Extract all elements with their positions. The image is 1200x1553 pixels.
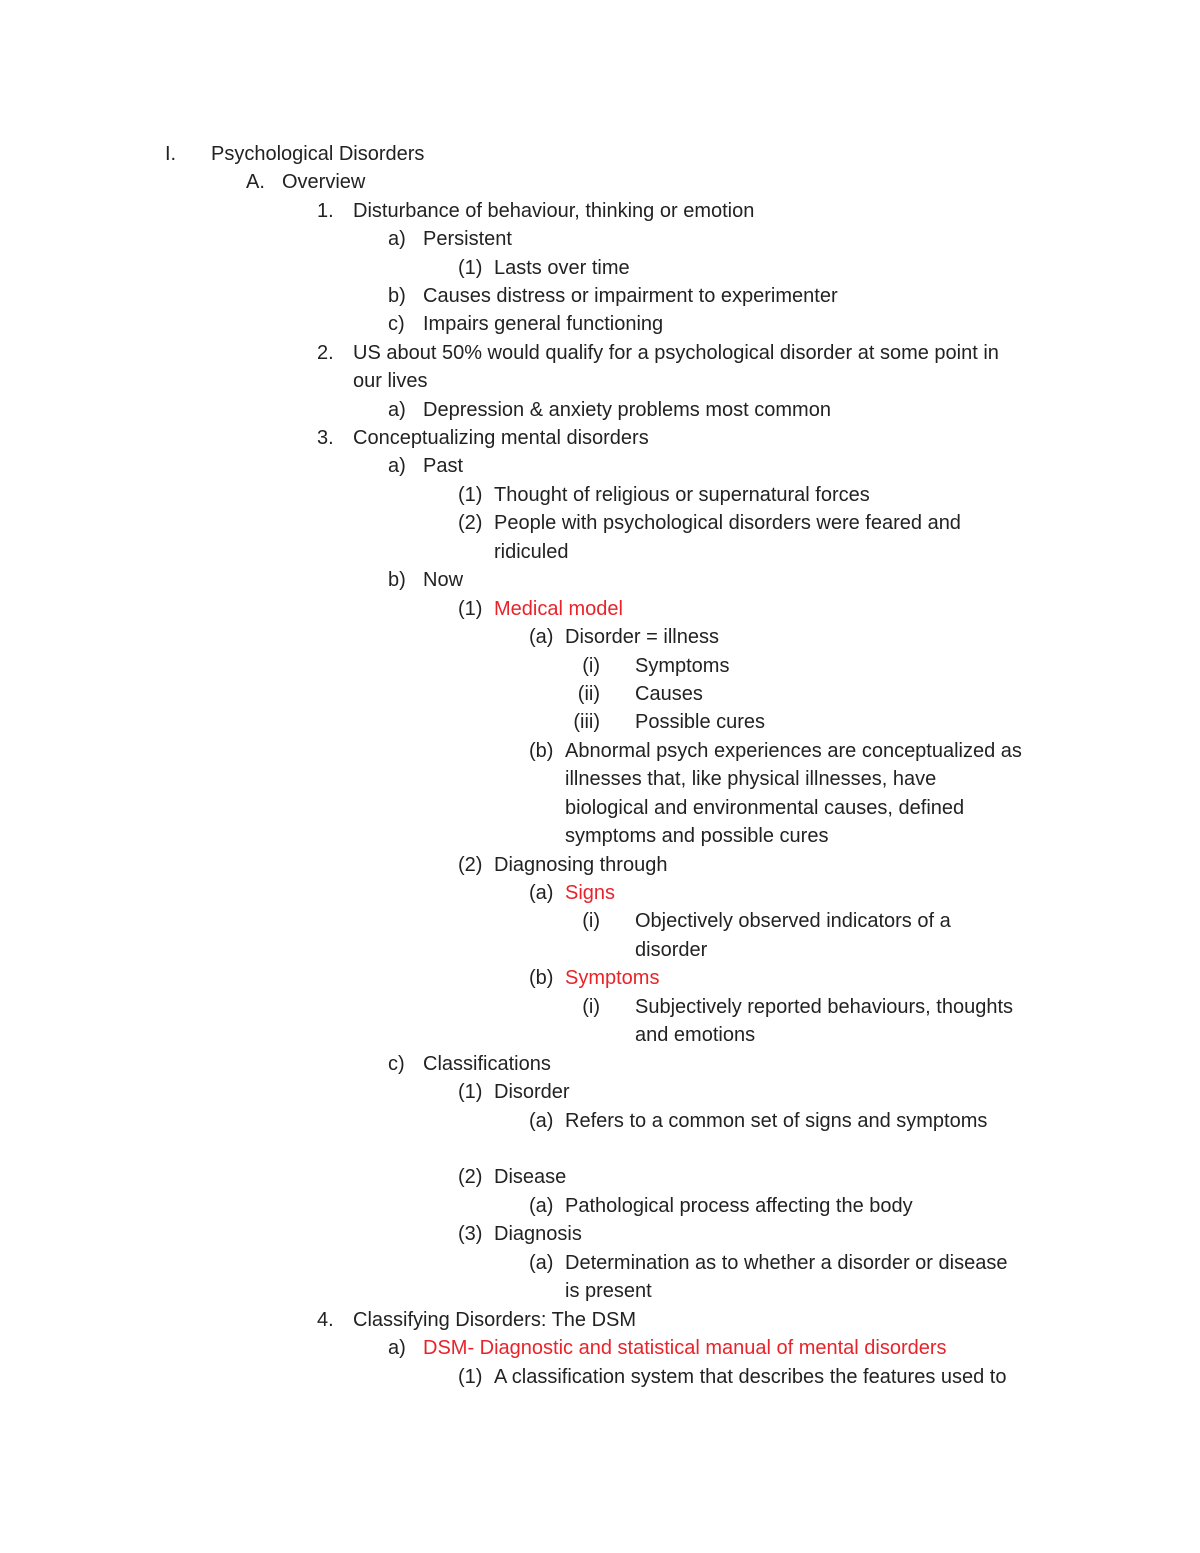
heading-psychological-disorders: Psychological Disorders bbox=[211, 143, 425, 165]
outline-item: Diagnosis bbox=[494, 1223, 582, 1245]
outline-label: (a) bbox=[529, 1252, 554, 1274]
outline-item: Lasts over time bbox=[494, 257, 630, 279]
outline-item-continuation: illnesses that, like physical illnesses, have bbox=[565, 768, 937, 790]
outline-item-continuation: is present bbox=[565, 1280, 652, 1302]
key-term-signs: Signs bbox=[565, 882, 616, 904]
outline-label: A. bbox=[246, 171, 265, 193]
outline-label: c) bbox=[388, 313, 405, 335]
outline-item-continuation: disorder bbox=[635, 939, 708, 961]
outline-label: (3) bbox=[458, 1223, 483, 1245]
outline-label: (2) bbox=[458, 854, 483, 876]
outline-item: Persistent bbox=[423, 228, 512, 250]
outline-label: b) bbox=[388, 285, 406, 307]
outline-label: (ii) bbox=[577, 683, 600, 705]
key-term-dsm: DSM- Diagnostic and statistical manual of mental disorders bbox=[423, 1337, 947, 1359]
key-term-medical-model: Medical model bbox=[494, 598, 623, 620]
outline-item: Classifications bbox=[423, 1053, 551, 1075]
outline-item: Disorder = illness bbox=[565, 626, 719, 648]
outline-item: Pathological process affecting the body bbox=[565, 1195, 913, 1217]
outline-item-continuation: our lives bbox=[353, 370, 428, 392]
outline-item: Disease bbox=[494, 1166, 567, 1188]
outline-item-continuation: symptoms and possible cures bbox=[565, 825, 829, 847]
outline-item: Impairs general functioning bbox=[423, 313, 664, 335]
outline-item: Causes bbox=[635, 683, 703, 705]
outline-label: (b) bbox=[529, 740, 554, 762]
outline-item: Disturbance of behaviour, thinking or emotion bbox=[353, 200, 755, 222]
outline-item-continuation: biological and environmental causes, defined bbox=[565, 797, 965, 819]
outline-label: (a) bbox=[529, 1195, 554, 1217]
outline-item-continuation: ridiculed bbox=[494, 541, 569, 563]
outline-item: Symptoms bbox=[635, 655, 730, 677]
outline-item: Disorder bbox=[494, 1081, 570, 1103]
outline-label: (a) bbox=[529, 1110, 554, 1132]
outline-label: 3. bbox=[317, 427, 334, 449]
outline-label: (1) bbox=[458, 257, 483, 279]
outline-item: Depression & anxiety problems most common bbox=[423, 399, 831, 421]
outline-label: (1) bbox=[458, 1081, 483, 1103]
outline-item: Conceptualizing mental disorders bbox=[353, 427, 649, 449]
outline-label: (b) bbox=[529, 967, 554, 989]
outline-label: 1. bbox=[317, 200, 334, 222]
outline-item: Causes distress or impairment to experimenter bbox=[423, 285, 838, 307]
outline-label: (i) bbox=[582, 910, 600, 932]
key-term-symptoms: Symptoms bbox=[565, 967, 660, 989]
outline-item: Thought of religious or supernatural forces bbox=[494, 484, 870, 506]
outline-item: Objectively observed indicators of a bbox=[635, 910, 951, 932]
outline-label: (1) bbox=[458, 598, 483, 620]
outline-item: Past bbox=[423, 455, 464, 477]
outline-item: Possible cures bbox=[635, 711, 766, 733]
outline-item: Diagnosing through bbox=[494, 854, 668, 876]
outline-label: a) bbox=[388, 399, 406, 421]
outline-label: (i) bbox=[582, 655, 600, 677]
outline-item: Subjectively reported behaviours, thoughts bbox=[635, 996, 1014, 1018]
outline-item: US about 50% would qualify for a psychological disorder at some point in bbox=[353, 342, 999, 364]
outline-item: A classification system that describes the features used to bbox=[494, 1366, 1007, 1388]
outline-item: Refers to a common set of signs and symptoms bbox=[565, 1110, 988, 1132]
outline-label: (i) bbox=[582, 996, 600, 1018]
outline-label: I. bbox=[165, 143, 177, 165]
outline-label: c) bbox=[388, 1053, 405, 1075]
outline-label: a) bbox=[388, 455, 406, 477]
outline-label: (1) bbox=[458, 484, 483, 506]
subheading-overview: Overview bbox=[282, 171, 366, 193]
outline-item: Determination as to whether a disorder or disease bbox=[565, 1252, 1008, 1274]
outline-item: Abnormal psych experiences are conceptualized as bbox=[565, 740, 1022, 762]
outline-label: b) bbox=[388, 569, 406, 591]
outline-item: People with psychological disorders were feared and bbox=[494, 512, 961, 534]
outline-label: (a) bbox=[529, 882, 554, 904]
outline-label: a) bbox=[388, 228, 406, 250]
outline-item: Now bbox=[423, 569, 464, 591]
outline-item-continuation: and emotions bbox=[635, 1024, 756, 1046]
outline-label: (a) bbox=[529, 626, 554, 648]
outline-label: (1) bbox=[458, 1366, 483, 1388]
outline-label: 2. bbox=[317, 342, 334, 364]
outline-label: (2) bbox=[458, 512, 483, 534]
outline-label: a) bbox=[388, 1337, 406, 1359]
outline-label: 4. bbox=[317, 1309, 334, 1331]
outline-label: (iii) bbox=[573, 711, 600, 733]
outline-item: Classifying Disorders: The DSM bbox=[353, 1309, 637, 1331]
outline-label: (2) bbox=[458, 1166, 483, 1188]
